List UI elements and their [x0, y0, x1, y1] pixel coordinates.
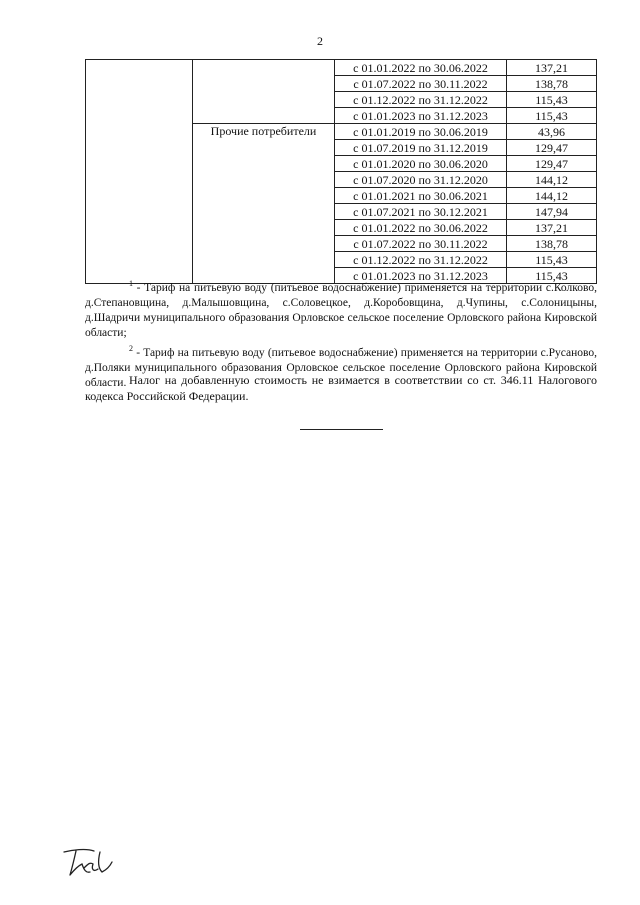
period-cell: с 01.12.2022 по 31.12.2022 [335, 252, 507, 268]
tariff-value-cell: 144,12 [507, 188, 597, 204]
footnote-2-mark: 2 [129, 344, 133, 353]
period-cell: с 01.01.2020 по 30.06.2020 [335, 156, 507, 172]
empty-group-cell [193, 60, 335, 124]
tariff-value-cell: 138,78 [507, 76, 597, 92]
period-cell: с 01.01.2023 по 31.12.2023 [335, 268, 507, 284]
tariff-value-cell: 137,21 [507, 220, 597, 236]
vat-note [85, 372, 597, 404]
period-cell: с 01.07.2019 по 31.12.2019 [335, 140, 507, 156]
tariff-value-cell: 43,96 [507, 124, 597, 140]
tariff-value-cell: 115,43 [507, 268, 597, 284]
period-cell: с 01.01.2023 по 31.12.2023 [335, 108, 507, 124]
footnote-1-text: - Тариф на питьевую воду (питьевое водоснабжение) применяется на территории с.Колково, д.Степановщина, д.Малышовщина, с.Соловецкое, д.Коробовщина, д.Чупины, с.Солоницыны, д.Шадричи муниципального образования Орловское сельское поселение Орловского района Кировской области; [85, 282, 597, 339]
period-cell: с 01.01.2019 по 30.06.2019 [335, 124, 507, 140]
handwritten-signature [60, 842, 130, 882]
tariff-table [85, 59, 597, 284]
tariff-value-cell: 129,47 [507, 140, 597, 156]
period-cell: с 01.01.2021 по 30.06.2021 [335, 188, 507, 204]
footnote-2-text: - Тариф на питьевую воду (питьевое водоснабжение) применяется на территории с.Русаново, д.Поляки муниципального образования Орловское сельское поселение Орловского района Кировской области. [85, 347, 597, 389]
tariff-value-cell: 137,21 [507, 60, 597, 76]
end-divider [300, 429, 383, 430]
tariff-table-body [86, 60, 597, 284]
period-cell: с 01.07.2021 по 30.12.2021 [335, 204, 507, 220]
consumer-group-cell: Прочие потребители [193, 124, 335, 284]
vat-note-text: Налог на добавленную стоимость не взимается в соответствии со ст. 346.11 Налогового кодекса Российской Федерации. [85, 373, 597, 403]
table-row [86, 60, 597, 76]
tariff-value-cell: 115,43 [507, 108, 597, 124]
tariff-value-cell: 115,43 [507, 92, 597, 108]
footnote-1 [85, 276, 597, 341]
period-cell: с 01.01.2022 по 30.06.2022 [335, 60, 507, 76]
tariff-value-cell: 147,94 [507, 204, 597, 220]
tariff-value-cell: 129,47 [507, 156, 597, 172]
footnote-1-mark: 1 [129, 279, 133, 288]
tariff-value-cell: 115,43 [507, 252, 597, 268]
tariff-value-cell: 144,12 [507, 172, 597, 188]
period-cell: с 01.01.2022 по 30.06.2022 [335, 220, 507, 236]
period-cell: с 01.12.2022 по 31.12.2022 [335, 92, 507, 108]
tariff-value-cell: 138,78 [507, 236, 597, 252]
period-cell: с 01.07.2020 по 31.12.2020 [335, 172, 507, 188]
empty-cell [86, 60, 193, 284]
period-cell: с 01.07.2022 по 30.11.2022 [335, 76, 507, 92]
period-cell: с 01.07.2022 по 30.11.2022 [335, 236, 507, 252]
page-number: 2 [317, 34, 323, 48]
